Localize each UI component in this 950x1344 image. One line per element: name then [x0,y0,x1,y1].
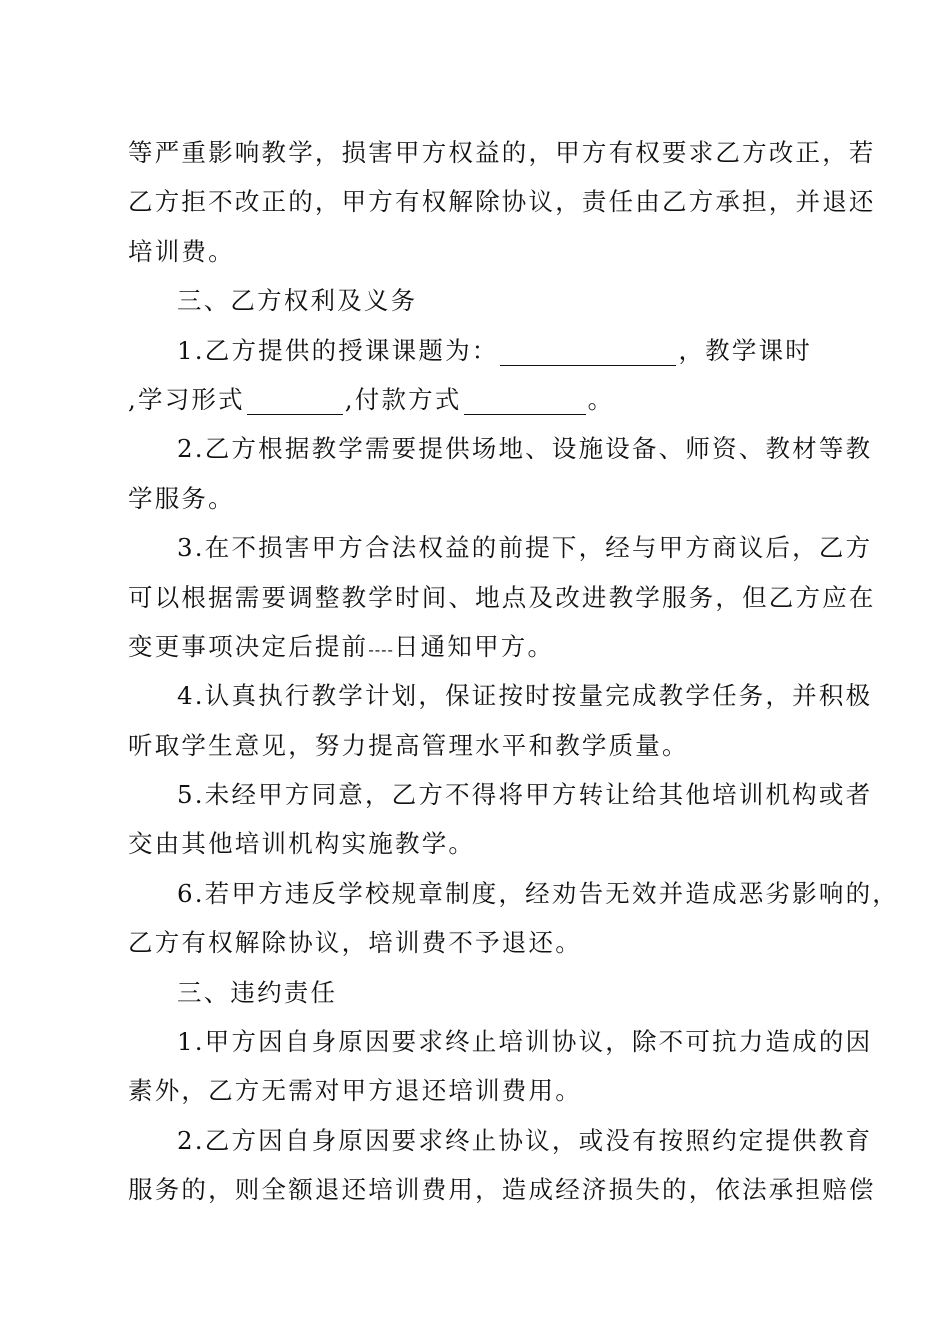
notice-suffix: 日通知甲方。 [393,631,555,661]
item-1-suffix: ，教学课时 [678,335,812,365]
paragraph-line: 3.在不损害甲方合法权益的前提下，经与甲方商议后，乙方 [177,533,873,563]
paragraph-line: 乙方有权解除协议，培训费不予退还。 [128,928,582,958]
paragraph-line: 素外，乙方无需对甲方退还培训费用。 [128,1076,582,1106]
paragraph-line: 乙方拒不改正的，甲方有权解除协议，责任由乙方承担，并退还 [128,187,876,217]
paragraph-line: 4.认真执行教学计划，保证按时按量完成教学任务，并积极 [177,681,873,711]
paragraph-line-item-3c [128,622,828,671]
notice-days-blank: ---- [368,640,394,659]
paragraph-line: 听取学生意见，努力提高管理水平和教学质量。 [128,730,689,760]
paragraph-line: 培训费。 [128,236,235,266]
paragraph-line: 交由其他培训机构实施教学。 [128,829,476,859]
item-1b-end: 。 [587,384,615,414]
paragraph-line: 1.甲方因自身原因要求终止培训协议，除不可抗力造成的因 [177,1027,873,1057]
paragraph-line: 学服务。 [128,483,235,513]
document-body [128,128,899,1215]
payment-method-label: ,付款方式 [344,384,462,414]
paragraph-line: 5.未经甲方同意，乙方不得将甲方转让给其他培训机构或者 [177,780,873,810]
section-heading: 三、违约责任 [177,977,338,1007]
section-heading: 三、乙方权利及义务 [177,286,418,316]
item-1-prefix: 1.乙方提供的授课课题为： [177,335,499,365]
paragraph-line: 服务的，则全额退还培训费用，造成经济损失的，依法承担赔偿 [128,1175,876,1205]
study-form-label: ,学习形式 [128,384,245,414]
paragraph-line: 6.若甲方违反学校规章制度，经劝告无效并造成恶劣影响的， [177,878,899,908]
payment-method-blank [464,388,586,415]
paragraph-line-item-1 [128,326,828,375]
paragraph-line-item-1b [128,375,828,424]
paragraph-line: 2.乙方根据教学需要提供场地、设施设备、师资、教材等教 [177,434,873,464]
paragraph-line: 可以根据需要调整教学时间、地点及改进教学服务，但乙方应在 [128,582,876,612]
paragraph-line: 2.乙方因自身原因要求终止协议，或没有按照约定提供教育 [177,1125,873,1155]
study-form-blank [247,388,343,415]
paragraph-line: 等严重影响教学，损害甲方权益的，甲方有权要求乙方改正，若 [128,138,876,167]
notice-prefix: 变更事项决定后提前 [128,631,369,661]
topic-blank [500,339,676,366]
